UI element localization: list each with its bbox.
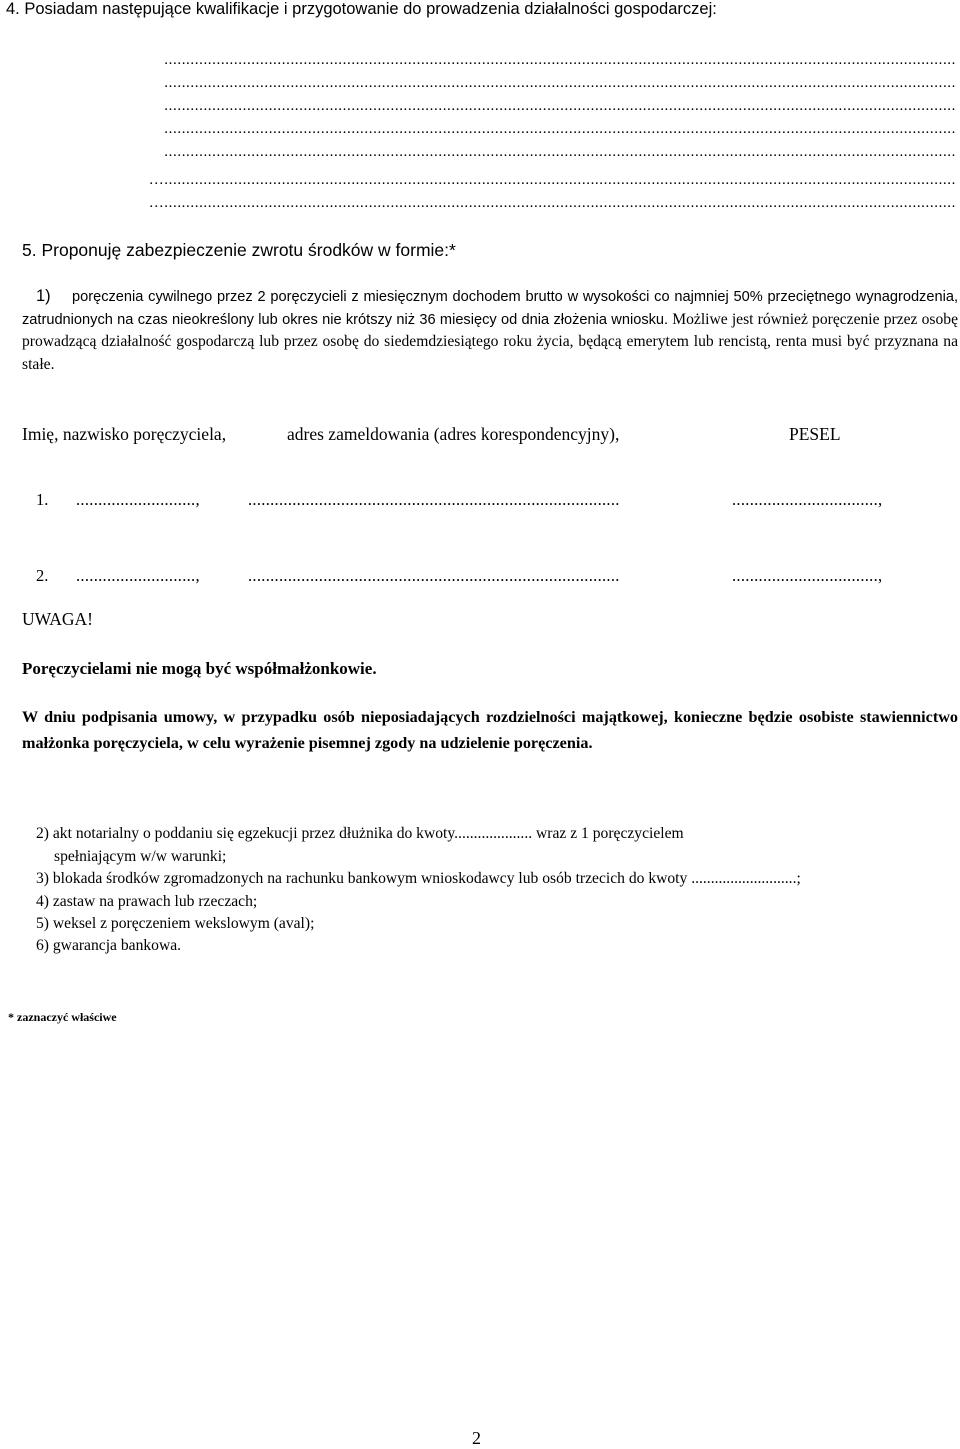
page-number: 2 bbox=[472, 1428, 481, 1448]
guarantor-address-field: .................................................................................... bbox=[248, 490, 620, 509]
warning-label: UWAGA! bbox=[22, 609, 93, 629]
option-1-text-serif: Możliwe jest również poręczenie przez osobę prowadzącą działalność gospodarczą lub przez osobę do siedemdziesiątego roku życia, będącą emerytem lub rencistą, renta musi być przyznana na stałe. bbox=[22, 310, 959, 373]
dotted-line: ...................................................................................................................................................................................... bbox=[164, 52, 956, 68]
option-1-paragraph bbox=[22, 286, 958, 376]
option-2-continued: spełniającym w/w warunki; bbox=[54, 848, 227, 865]
dotted-line: ...................................................................................................................................................................................... bbox=[164, 121, 956, 137]
option-2: 2) akt notarialny o poddaniu się egzekucji przez dłużnika do kwoty.................... wraz z 1 poręczycielem bbox=[36, 825, 684, 842]
option-1-text-sans: poręczenia cywilnego przez 2 poręczycieli z miesięcznym dochodem brutto w wysokości co najmniej 50% przeciętnego wynagrodzenia, zatrudnionych na czas nieokreślony lub okres nie krótszy niż 36 miesięcy od dnia złożenia wniosku. bbox=[22, 289, 958, 328]
option-1-number: 1) bbox=[36, 287, 51, 305]
section-5-heading: 5. Proponuję zabezpieczenie zwrotu środków w formie:* bbox=[22, 240, 456, 260]
option-6: 6) gwarancja bankowa. bbox=[36, 937, 182, 954]
dotted-line: ...................................................................................................................................................................................... bbox=[164, 98, 956, 114]
guarantor-address-field: .................................................................................... bbox=[248, 566, 620, 585]
dotted-line: …...................................................................................................................................................................................... bbox=[148, 172, 956, 188]
guarantor-name-field: ..........................., bbox=[76, 566, 200, 585]
guarantor-name-field: ..........................., bbox=[76, 490, 200, 509]
guarantor-row-number: 2. bbox=[36, 566, 49, 585]
warning-spouses: Poręczycielami nie mogą być współmałżonkowie. bbox=[22, 659, 377, 678]
dotted-line: ...................................................................................................................................................................................... bbox=[164, 75, 956, 91]
option-4: 4) zastaw na prawach lub rzeczach; bbox=[36, 893, 258, 910]
option-5: 5) weksel z poręczeniem wekslowym (aval); bbox=[36, 915, 315, 932]
dotted-line: ...................................................................................................................................................................................... bbox=[164, 144, 956, 160]
guarantor-row-number: 1. bbox=[36, 490, 49, 509]
option-3: 3) blokada środków zgromadzonych na rachunku bankowym wnioskodawcy lub osób trzecich do kwoty ...........................; bbox=[36, 870, 801, 887]
footnote: * zaznaczyć właściwe bbox=[8, 1010, 117, 1024]
guarantor-pesel-field: ................................., bbox=[732, 566, 883, 585]
dotted-line: …...................................................................................................................................................................................... bbox=[148, 195, 956, 211]
warning-signing: W dniu podpisania umowy, w przypadku osób nieposiadających rozdzielności majątkowej, konieczne będzie osobiste stawiennictwo małżonka poręczyciela, w celu wyrażenie pisemnej zgody na udzielenie poręczenia. bbox=[22, 708, 958, 752]
guarantor-col-pesel: PESEL bbox=[789, 424, 841, 444]
guarantor-col-name: Imię, nazwisko poręczyciela, bbox=[22, 424, 227, 444]
section-4-heading: 4. Posiadam następujące kwalifikacje i przygotowanie do prowadzenia działalności gospodarczej: bbox=[6, 0, 717, 18]
guarantor-col-address: adres zameldowania (adres korespondencyjny), bbox=[287, 424, 620, 444]
guarantor-pesel-field: ................................., bbox=[732, 490, 883, 509]
